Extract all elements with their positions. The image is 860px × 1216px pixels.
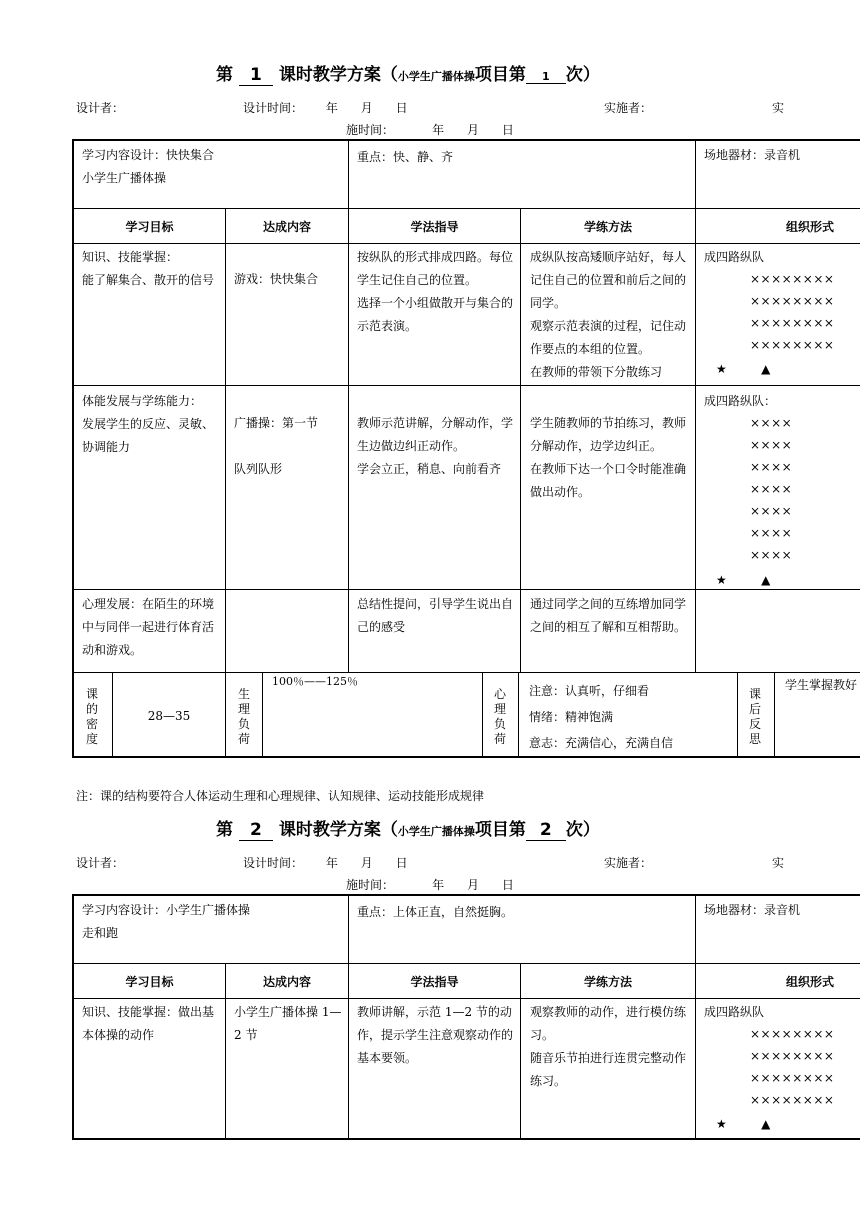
method-imitate: 观察教师的动作，进行模仿练习。 随音乐节拍进行连贯完整动作练习。	[530, 1005, 687, 1088]
content-design: 学习内容设计：小学生广播体操 走和跑	[82, 903, 251, 940]
goal-psychology: 心理发展：在陌生的环境中与同伴一起进行体育活动和游戏。	[82, 597, 215, 657]
content-exercise: 小学生广播体操 1—2 节	[234, 1005, 342, 1042]
lesson-number: 1	[239, 65, 273, 86]
org-crosses: ×××××××× ×××××××× ×××××××× ××××××××	[750, 1027, 835, 1107]
title-middle: 课时教学方案（	[278, 65, 398, 85]
method-formation: 成纵队按高矮顺序站好，每人记住自己的位置和前后之间的同学。 观察示范表演的过程，记住动作要点的本组的位置。 在教师的带领下分散练习	[530, 250, 687, 379]
implementer-label: 实施者：	[604, 101, 653, 115]
title-middle-2: 项目第	[474, 820, 526, 840]
lesson-number: 2	[239, 820, 273, 841]
title-middle-2: 项目第	[474, 65, 526, 85]
org-crosses: ×××× ×××× ×××× ×××× ×××× ×××× ××××	[750, 416, 793, 562]
org-crosses: ×××××××× ×××××××× ×××××××× ××××××××	[750, 272, 835, 352]
equipment: 场地器材：录音机	[704, 148, 801, 162]
title-end: 次）	[565, 820, 600, 840]
implement-tail: 实	[772, 101, 785, 115]
implementer-label: 实施者：	[604, 856, 653, 870]
designer-label: 设计者：	[76, 101, 125, 115]
org-marks: ★ ▲	[716, 1117, 771, 1131]
content-game: 游戏：快快集合	[234, 272, 319, 286]
title-prefix: 第	[216, 65, 233, 85]
guide-summary: 总结性提问，引导学生说出自己的感受	[357, 597, 514, 634]
implement-time: 施时间： 年 月 日	[346, 123, 514, 137]
org-marks: ★ ▲	[716, 573, 771, 587]
header-learning-goal: 学习目标	[125, 220, 174, 234]
header-guidance: 学法指导	[410, 220, 459, 234]
key-points: 重点：快、静、齐	[357, 150, 454, 164]
equipment: 场地器材：录音机	[704, 903, 801, 917]
key-points: 重点：上体正直，自然挺胸。	[357, 905, 514, 919]
design-time: 设计时间： 年 月 日	[243, 101, 408, 115]
header-guidance: 学法指导	[410, 975, 459, 989]
goal-fitness: 体能发展与学练能力： 发展学生的反应、灵敏、协调能力	[82, 394, 215, 454]
note: 注：课的结构要符合人体运动生理和心理规律、认知规律、运动技能形成规律	[76, 789, 485, 803]
org-title: 成四路纵队：	[704, 394, 777, 408]
implement-time: 施时间： 年 月 日	[346, 878, 514, 892]
item-number: 2	[526, 820, 566, 841]
title-middle: 课时教学方案（	[278, 820, 398, 840]
org-title: 成四路纵队	[704, 1005, 765, 1019]
density-label: 课 的 密 度	[85, 687, 98, 746]
goal-knowledge: 知识、技能掌握： 能了解集合、散开的信号	[82, 250, 215, 287]
org-marks: ★ ▲	[716, 362, 771, 376]
implement-tail: 实	[772, 856, 785, 870]
content-exercise: 广播操：第一节 队列队形	[234, 416, 319, 476]
org-title: 成四路纵队	[704, 250, 765, 264]
designer-label: 设计者：	[76, 856, 125, 870]
project-name: 小学生广播体操	[397, 825, 475, 838]
title-prefix: 第	[216, 820, 233, 840]
header-achievement: 达成内容	[262, 975, 311, 989]
header-learning-goal: 学习目标	[125, 975, 174, 989]
reflection-value: 学生掌握教好	[785, 678, 858, 692]
reflection-label: 课 后 反 思	[748, 687, 761, 746]
goal-knowledge: 知识、技能掌握：做出基本体操的动作	[82, 1005, 215, 1042]
header-practice-method: 学练方法	[583, 975, 632, 989]
method-follow: 学生随教师的节拍练习，教师分解动作，边学边纠正。 在教师下达一个口令时能准确做出动作。	[530, 416, 687, 499]
physiological-load-value: 100％——125％	[272, 675, 358, 688]
header-organization: 组织形式	[785, 975, 834, 989]
content-design: 学习内容设计：快快集合 小学生广播体操	[82, 148, 215, 185]
psychological-load-label: 心 理 负 荷	[493, 687, 506, 746]
physiological-load-label: 生 理 负 荷	[237, 687, 250, 746]
density-value: 28—35	[147, 709, 191, 723]
lesson-1-title	[216, 60, 600, 86]
item-number: 1	[526, 70, 566, 84]
header-achievement: 达成内容	[262, 220, 311, 234]
project-name: 小学生广播体操	[397, 70, 475, 83]
guide-demo: 教师讲解，示范 1—2 节的动作，提示学生注意观察动作的基本要领。	[357, 1005, 514, 1065]
psychological-load-value: 注意：认真听，仔细看 情绪：精神饱满 意志：充满信心，充满自信	[529, 684, 674, 750]
title-end: 次）	[565, 65, 600, 85]
header-organization: 组织形式	[785, 220, 834, 234]
lesson-2-title	[216, 815, 600, 841]
method-peer: 通过同学之间的互练增加同学之间的相互了解和互相帮助。	[530, 597, 687, 634]
header-practice-method: 学练方法	[583, 220, 632, 234]
design-time: 设计时间： 年 月 日	[243, 856, 408, 870]
guide-formation: 按纵队的形式排成四路。每位学生记住自己的位置。 选择一个小组做散开与集合的示范表演。	[357, 250, 514, 333]
guide-demo: 教师示范讲解，分解动作，学生边做边纠正动作。 学会立正，稍息、向前看齐	[357, 416, 514, 476]
